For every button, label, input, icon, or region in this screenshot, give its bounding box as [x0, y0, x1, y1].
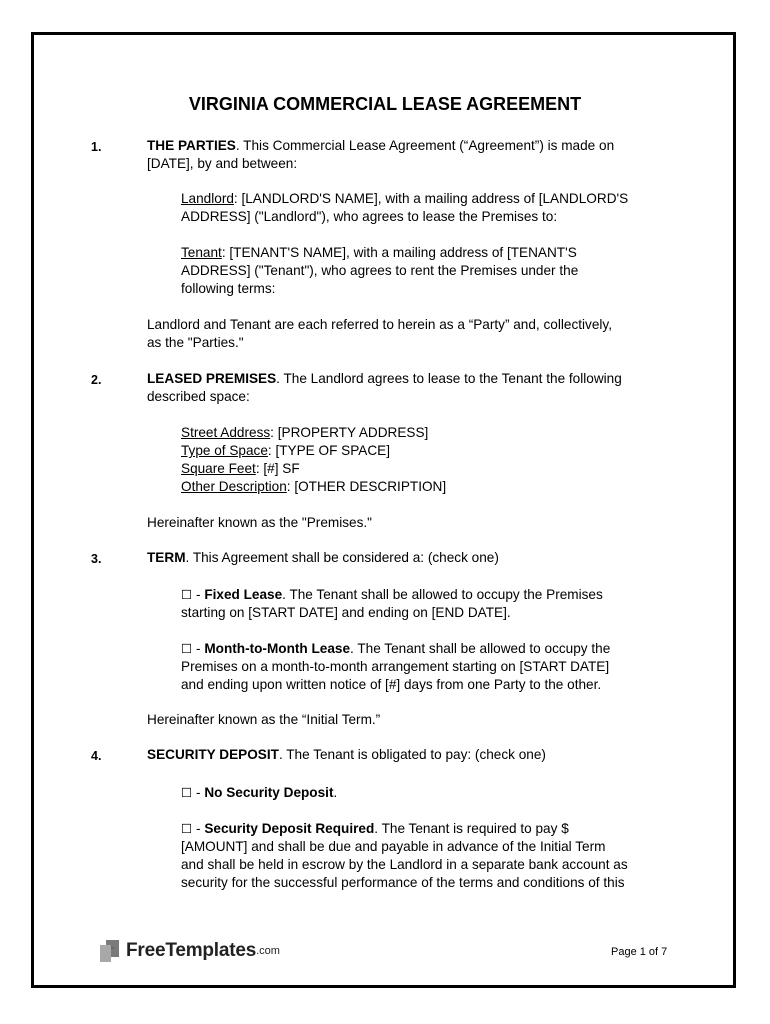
section-text: [DATE], by and between:: [147, 156, 298, 171]
section-parties: [147, 137, 614, 173]
deposit-required-heading: Security Deposit Required: [204, 821, 375, 836]
section-heading: TERM: [147, 550, 186, 565]
option-text: [AMOUNT] and shall be due and payable in advance of the Initial Term: [181, 839, 606, 854]
section-text: . This Commercial Lease Agreement (“Agreement”) is made on: [235, 138, 615, 153]
fixed-lease-heading: Fixed Lease: [204, 587, 283, 602]
section-leased-premises: [147, 370, 622, 406]
paragraph-text: ADDRESS] ("Tenant"), who agrees to rent the Premises under the: [181, 263, 579, 278]
square-feet-label: Square Feet: [181, 461, 256, 476]
page-number: Page 1 of 7: [611, 946, 668, 958]
section-heading: SECURITY DEPOSIT: [147, 747, 279, 762]
section-text: described space:: [147, 389, 250, 404]
dash-text: -: [192, 641, 205, 656]
section-term: [147, 549, 499, 567]
no-deposit-option: [181, 784, 337, 802]
option-text: and ending upon written notice of [#] days from one Party to the other.: [181, 677, 602, 692]
fixed-lease-checkbox[interactable]: ☐: [181, 587, 193, 602]
paragraph-text: Landlord and Tenant are each referred to herein as a “Party” and, collectively,: [147, 317, 612, 332]
document-icon: [99, 939, 121, 963]
deposit-required-checkbox[interactable]: ☐: [181, 821, 193, 836]
no-deposit-checkbox[interactable]: ☐: [181, 785, 193, 800]
section-text: . The Landlord agrees to lease to the Tenant the following: [276, 371, 622, 386]
document-title: VIRGINIA COMMERCIAL LEASE AGREEMENT: [188, 94, 582, 114]
paragraph-text: following terms:: [181, 281, 276, 296]
section-number: 1.: [91, 140, 102, 154]
section-number: 2.: [91, 373, 102, 387]
section-heading: LEASED PREMISES: [147, 371, 277, 386]
month-to-month-option: [181, 640, 610, 694]
landlord-paragraph: [181, 190, 628, 226]
option-text: . The Tenant shall be allowed to occupy the: [350, 641, 611, 656]
dash-text: -: [192, 587, 205, 602]
logo-domain: .com: [256, 945, 280, 957]
section-security-deposit: [147, 746, 546, 764]
paragraph-text: as the "Parties.": [147, 335, 244, 350]
section-heading: THE PARTIES: [147, 138, 236, 153]
parties-paragraph: [147, 316, 612, 352]
month-to-month-heading: Month-to-Month Lease: [204, 641, 351, 656]
deposit-required-option: [181, 820, 628, 892]
option-text: .: [333, 785, 338, 800]
option-text: Premises on a month-to-month arrangement starting on [START DATE]: [181, 659, 610, 674]
street-address-label: Street Address: [181, 425, 271, 440]
option-text: security for the successful performance of the terms and conditions of this: [181, 875, 625, 890]
section-number: 4.: [91, 749, 102, 763]
paragraph-text: : [TENANT'S NAME], with a mailing address of [TENANT'S: [221, 245, 577, 260]
premises-definition: Hereinafter known as the "Premises.": [147, 515, 372, 530]
other-description-label: Other Description: [181, 479, 287, 494]
premises-details: [181, 424, 446, 496]
fixed-lease-option: [181, 586, 603, 622]
type-of-space-label: Type of Space: [181, 443, 268, 458]
tenant-paragraph: [181, 244, 578, 298]
month-to-month-checkbox[interactable]: ☐: [181, 641, 193, 656]
other-description-value: : [OTHER DESCRIPTION]: [286, 479, 447, 494]
tenant-label: Tenant: [181, 245, 222, 260]
paragraph-text: ADDRESS] ("Landlord"), who agrees to lease the Premises to:: [181, 209, 558, 224]
no-deposit-heading: No Security Deposit: [204, 785, 334, 800]
option-text: . The Tenant is required to pay $: [374, 821, 569, 836]
option-text: starting on [START DATE] and ending on [END DATE].: [181, 605, 511, 620]
square-feet-value: : [#] SF: [255, 461, 300, 476]
dash-text: -: [192, 785, 205, 800]
logo-text: FreeTemplates: [126, 940, 257, 961]
option-text: and shall be held in escrow by the Landlord in a separate bank account as: [181, 857, 628, 872]
section-text: . This Agreement shall be considered a: (check one): [185, 550, 499, 565]
section-text: . The Tenant is obligated to pay: (check one): [278, 747, 546, 762]
type-of-space-value: : [TYPE OF SPACE]: [267, 443, 391, 458]
initial-term-definition: Hereinafter known as the “Initial Term.”: [147, 712, 381, 727]
paragraph-text: : [LANDLORD'S NAME], with a mailing address of [LANDLORD'S: [233, 191, 629, 206]
street-address-value: : [PROPERTY ADDRESS]: [270, 425, 429, 440]
dash-text: -: [192, 821, 205, 836]
freetemplates-logo: [99, 939, 280, 963]
section-number: 3.: [91, 552, 102, 566]
option-text: . The Tenant shall be allowed to occupy the Premises: [282, 587, 603, 602]
landlord-label: Landlord: [181, 191, 234, 206]
